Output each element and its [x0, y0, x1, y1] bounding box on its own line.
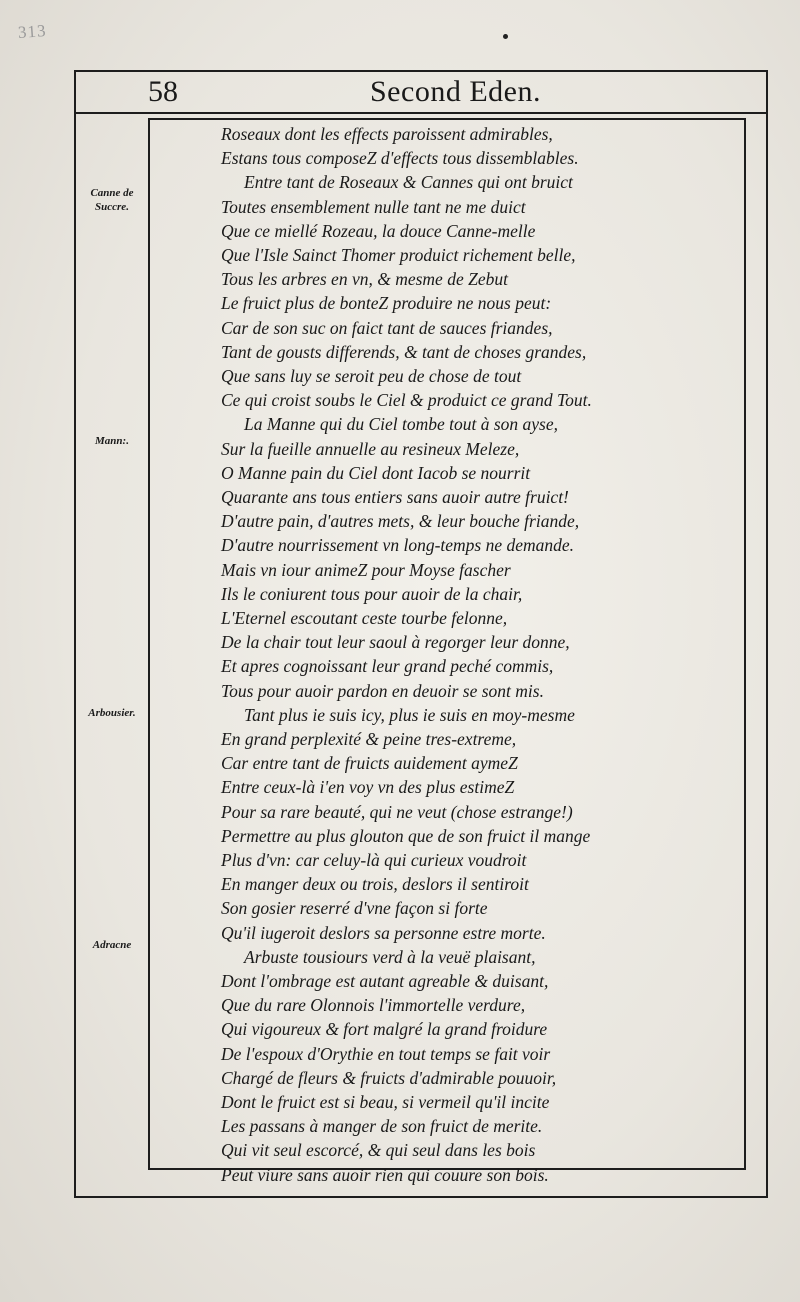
verse-line: Car entre tant de fruicts auidement aymeZ: [221, 753, 518, 774]
verse-line: Qu'il iugeroit deslors sa personne estre morte.: [221, 922, 546, 943]
verse-line: Tant de gousts differends, & tant de choses grandes,: [221, 341, 587, 362]
verse-line: Que sans luy se seroit peu de chose de tout: [221, 366, 522, 386]
verse-line: Son gosier reserré d'vne façon si forte: [221, 898, 488, 919]
verse-line: Qui vit seul escorcé, & qui seul dans les bois: [221, 1140, 536, 1161]
verse-line: Quarante ans tous entiers sans auoir autre fruict!: [221, 487, 569, 507]
verse-line: Chargé de fleurs & fruicts d'admirable pouuoir,: [221, 1067, 557, 1088]
verse-line: De l'espoux d'Orythie en tout temps se fait voir: [221, 1043, 551, 1064]
margin-note-line: Canne de: [90, 187, 134, 199]
verse-line: La Manne qui du Ciel tombe tout à son ayse,: [244, 414, 559, 435]
verse-line: Qui vigoureux & fort malgré la grand froidure: [221, 1019, 548, 1040]
verse-line: Arbuste tousiours verd à la veuë plaisant,: [244, 946, 536, 967]
verse-line: Estans tous composeZ d'effects tous dissemblables.: [221, 148, 579, 169]
page-number: 58: [148, 75, 178, 108]
margin-note-line: Adracne: [92, 939, 132, 951]
verse-line: Car de son suc on faict tant de sauces friandes,: [221, 317, 553, 338]
verse-line: Tant plus ie suis icy, plus ie suis en moy-mesme: [244, 704, 575, 725]
verse-line: Roseaux dont les effects paroissent admirables,: [221, 124, 553, 144]
verse-line: Tous pour auoir pardon en deuoir se sont mis.: [221, 680, 544, 701]
verse-line: Les passans à manger de son fruict de merite.: [221, 1116, 543, 1137]
verse-line: D'autre nourrissement vn long-temps ne demande.: [221, 535, 575, 556]
margin-note: [78, 434, 146, 448]
verse-line: Entre tant de Roseaux & Cannes qui ont bruict: [244, 172, 573, 193]
pencil-folio-mark: 313: [17, 21, 48, 42]
verse-line: Ils le coniurent tous pour auoir de la chair,: [221, 583, 523, 604]
verse-line: Le fruict plus de bonteZ produire ne nous peut:: [221, 293, 552, 314]
margin-note-line: Succre.: [95, 201, 129, 213]
running-title: Second Eden.: [370, 75, 541, 108]
margin-note-line: Arbousier.: [88, 707, 136, 719]
verse-line: Tous les arbres en vn, & mesme de Zebut: [221, 269, 508, 290]
verse-line: Pour sa rare beauté, qui ne veut (chose estrange!): [221, 801, 573, 822]
verse-line: Permettre au plus glouton que de son fruict il mange: [221, 825, 591, 846]
verse-line: Ce qui croist soubs le Ciel & produict ce grand Tout.: [221, 390, 592, 411]
verse-line: Que ce miellé Rozeau, la douce Canne-melle: [221, 220, 536, 241]
verse-line: Dont le fruict est si beau, si vermeil qu'il incite: [221, 1092, 550, 1112]
verse-line: Que du rare Olonnois l'immortelle verdure,: [221, 995, 526, 1016]
verse-line: Et apres cognoissant leur grand peché commis,: [221, 656, 554, 677]
verse-line: O Manne pain du Ciel dont Iacob se nourrit: [221, 462, 531, 483]
margin-note: [78, 938, 146, 952]
margin-note-line: Mann:.: [95, 435, 129, 447]
verse-line: En grand perplexité & peine tres-extreme,: [221, 729, 517, 749]
margin-note: [78, 186, 146, 214]
verse-line: D'autre pain, d'autres mets, & leur bouche friande,: [221, 511, 580, 532]
verse-line: Sur la fueille annuelle au resineux Meleze,: [221, 438, 520, 459]
verse-line: L'Eternel escoutant ceste tourbe felonne,: [221, 608, 508, 628]
verse-line: Dont l'ombrage est autant agreable & duisant,: [221, 971, 549, 991]
verse-line: Entre ceux-là i'en voy vn des plus estimeZ: [221, 777, 515, 798]
verse-line: Toutes ensemblement nulle tant ne me duict: [221, 196, 526, 217]
verse-line: En manger deux ou trois, deslors il sentiroit: [221, 874, 529, 895]
verse-line: Peut viure sans auoir rien qui couure son bois.: [221, 1164, 549, 1185]
verse-line: Mais vn iour animeZ pour Moyse fascher: [221, 559, 511, 580]
verse-line: Plus d'vn: car celuy-là qui curieux voudroit: [221, 850, 527, 870]
margin-note: [78, 706, 146, 720]
verse-line: De la chair tout leur saoul à regorger leur donne,: [221, 632, 570, 653]
ink-dot: [503, 34, 508, 39]
header-rule: [74, 112, 768, 114]
verse-line: Que l'Isle Sainct Thomer produict richement belle,: [221, 245, 576, 265]
